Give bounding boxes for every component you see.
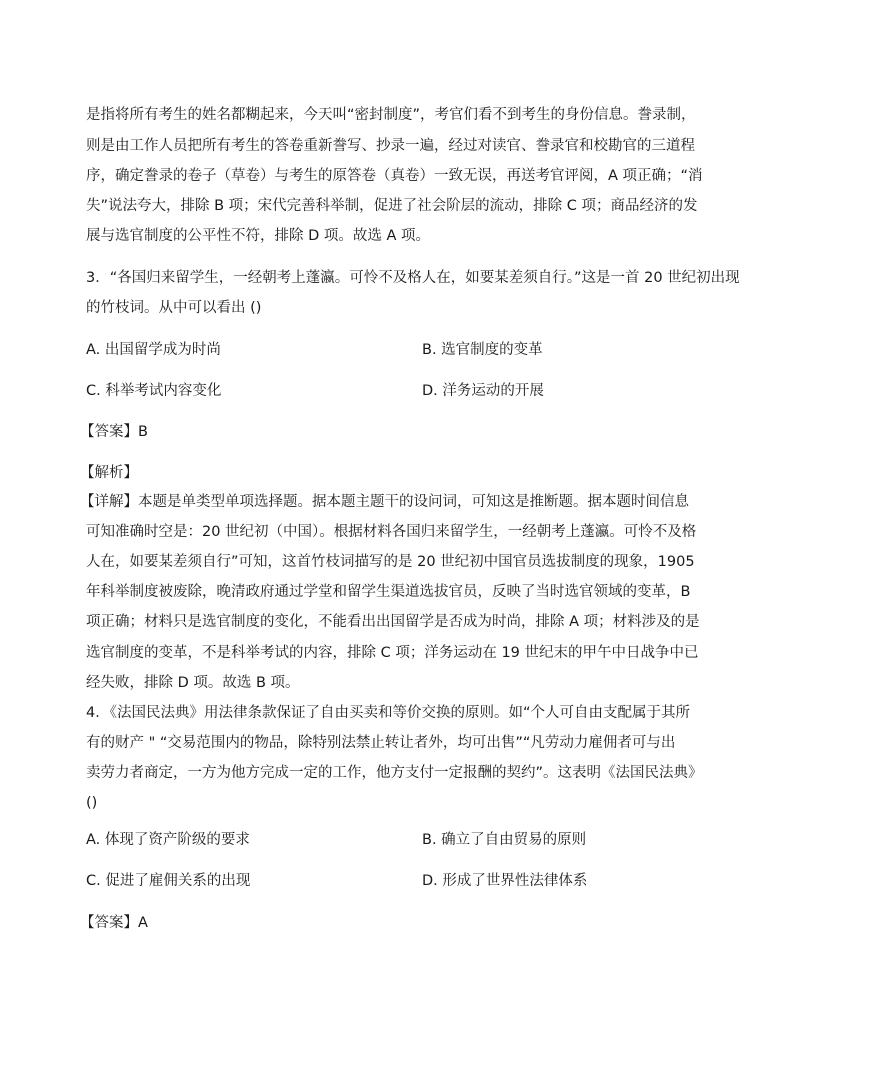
prev-explanation-line-3: 序，确定誊录的卷子（草卷）与考生的原答卷（真卷）一致无误，再送考官评阅，A 项正确；“消 [86,168,703,184]
q3-analysis-line-4: 年科举制度被废除，晚清政府通过学堂和留学生渠道选拔官员，反映了当时选官领域的变革，B [86,584,691,600]
prev-explanation-line-2: 则是由工作人员把所有考生的答卷重新誊写、抄录一遍，经过对读官、誊录官和校勘官的三道程 [86,138,695,154]
prev-explanation-line-4: 失”说法夸大，排除 B 项；宋代完善科举制，促进了社会阶层的流动，排除 C 项；商品经济的发 [86,198,698,214]
q3-answer: 【答案】B [80,424,148,440]
q4-stem-line-1: 4．《法国民法典》用法律条款保证了自由买卖和等价交换的原则。如“个人可自由支配属于其所 [86,705,690,721]
q4-option-c: C. 促进了雇佣关系的出现 [86,873,251,889]
q4-option-b: B. 确立了自由贸易的原则 [422,832,587,848]
q3-analysis-line-1: 【详解】本题是单类型单项选择题。据本题主题干的设问词，可知这是推断题。据本题时间信息 [80,494,689,510]
q3-option-d: D. 洋务运动的开展 [422,383,544,399]
q4-option-d: D. 形成了世界性法律体系 [422,873,588,889]
q3-option-c: C. 科举考试内容变化 [86,383,222,399]
q3-analysis-line-7: 经失败，排除 D 项。故选 B 项。 [86,675,300,691]
q4-stem-line-3: 卖劳力者商定，一方为他方完成一定的工作，他方支付一定报酬的契约”。这表明《法国民法典》 [86,765,703,781]
q3-stem-line-1: 3．“各国归来留学生，一经朝考上蓬瀛。可怜不及格人在，如要某差须自行。”这是一首 20 世纪初出现 [86,270,740,286]
q3-analysis-label: 【解析】 [80,465,138,481]
q4-option-a: A. 体现了资产阶级的要求 [86,832,250,848]
q4-answer: 【答案】A [80,915,148,931]
q4-stem-line-4: () [86,795,98,811]
q3-analysis-line-6: 选官制度的变革，不是科举考试的内容，排除 C 项；洋务运动在 19 世纪末的甲午中日战争中已 [86,645,699,661]
q4-stem-line-2: 有的财产 " “交易范围内的物品，除特别法禁止转让者外，均可出售”“凡劳动力雇佣者可与出 [86,735,676,751]
prev-explanation-line-1: 是指将所有考生的姓名都糊起来，今天叫“密封制度”，考官们看不到考生的身份信息。誊录制， [86,107,696,123]
q3-stem-line-2: 的竹枝词。从中可以看出 () [86,300,262,316]
q3-option-a: A. 出国留学成为时尚 [86,342,221,358]
q3-option-b: B. 选官制度的变革 [422,342,543,358]
q3-analysis-line-2: 可知准确时空是：20 世纪初（中国）。根据材料各国归来留学生，一经朝考上蓬瀛。可怜不及格 [86,524,697,540]
q3-analysis-line-5: 项正确；材料只是选官制度的变化，不能看出出国留学是否成为时尚，排除 A 项；材料涉及的是 [86,614,700,630]
q3-analysis-line-3: 人在，如要某差须自行”可知，这首竹枝词描写的是 20 世纪初中国官员选拔制度的现象，1905 [86,554,695,570]
prev-explanation-line-5: 展与选官制度的公平性不符，排除 D 项。故选 A 项。 [86,228,431,244]
